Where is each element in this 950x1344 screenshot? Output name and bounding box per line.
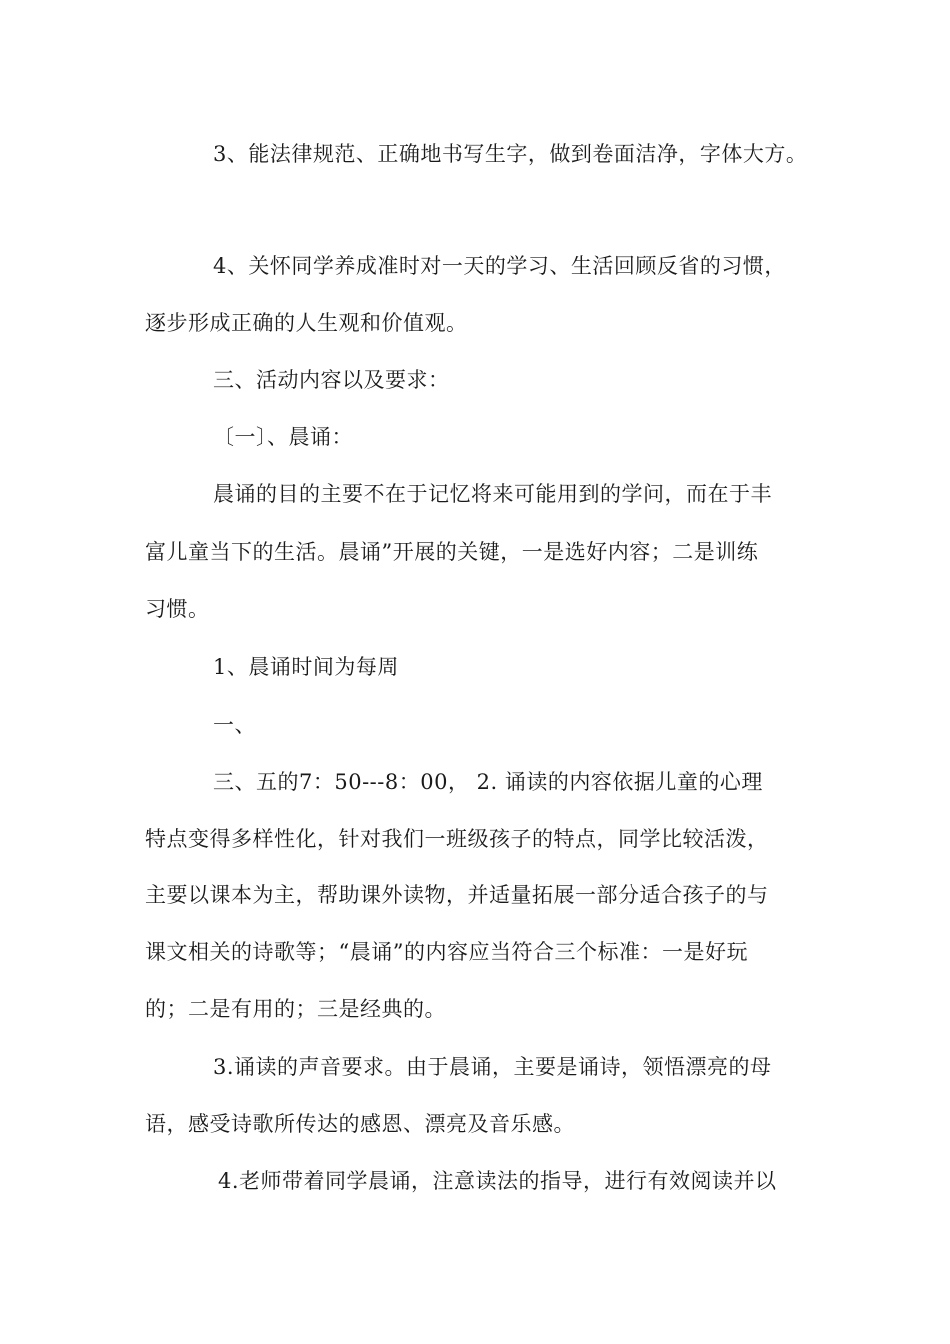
text-line: 1、晨诵时间为每周	[213, 655, 399, 679]
text-line: 晨诵的目的主要不在于记忆将来可能用到的学问，而在于丰	[213, 482, 772, 506]
text-line: 一、	[213, 713, 256, 737]
text-line: 语，感受诗歌所传达的感恩、漂亮及音乐感。	[145, 1112, 575, 1136]
subsection-heading: 〔一〕、晨诵：	[213, 425, 353, 449]
text-line: 主要以课本为主，帮助课外读物，并适量拓展一部分适合孩子的与	[145, 883, 769, 907]
text-line: 4.老师带着同学晨诵，注意读法的指导，进行有效阅读并以	[218, 1169, 777, 1193]
text-line: 富儿童当下的生活。晨诵”开展的关键，一是选好内容；二是训练	[145, 540, 759, 564]
text-line: 的；二是有用的；三是经典的。	[145, 997, 446, 1021]
text-line: 逐步形成正确的人生观和价值观。	[145, 311, 468, 335]
section-heading: 三、活动内容以及要求：	[213, 368, 450, 392]
text-line: 3.诵读的声音要求。由于晨诵，主要是诵诗，领悟漂亮的母	[213, 1055, 772, 1079]
text-line: 4、关怀同学养成准时对一天的学习、生活回顾反省的习惯，	[213, 254, 786, 278]
text-line: 课文相关的诗歌等；“晨诵”的内容应当符合三个标准：一是好玩	[145, 940, 748, 964]
text-line: 3、能法律规范、正确地书写生字，做到卷面洁净，字体大方。	[213, 142, 808, 166]
text-line: 习惯。	[145, 597, 210, 621]
text-line: 特点变得多样性化，针对我们一班级孩子的特点，同学比较活泼，	[145, 827, 769, 851]
text-line: 三、五的7：50---8：00， 2. 诵读的内容依据儿童的心理	[213, 770, 763, 794]
